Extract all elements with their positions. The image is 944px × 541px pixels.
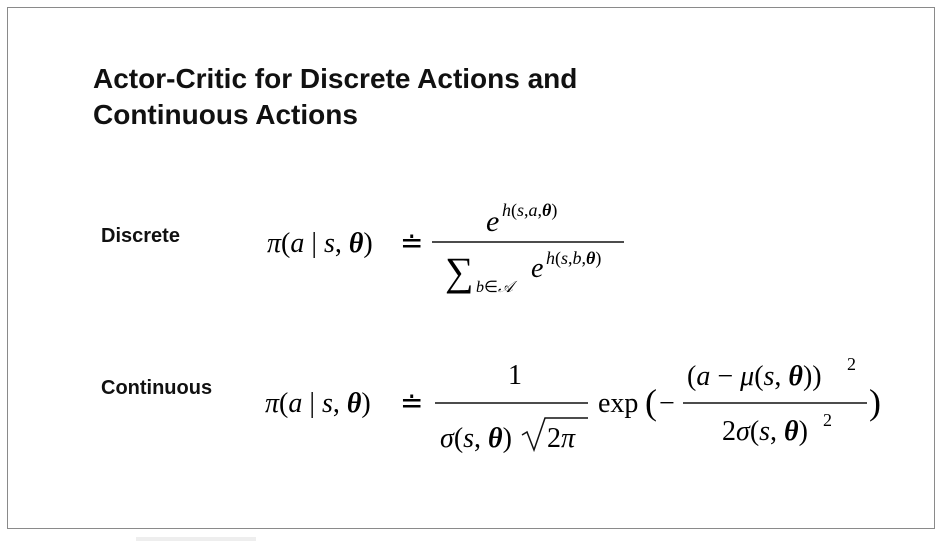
svg-text:2π: 2π: [547, 423, 576, 454]
continuous-denominator: [440, 418, 588, 454]
discrete-label: Discrete: [101, 225, 180, 247]
continuous-formula-lhs: [265, 388, 423, 419]
discrete-denominator: [445, 248, 601, 296]
exp-denominator: [722, 410, 832, 447]
discrete-numerator: [486, 200, 557, 238]
continuous-label: Continuous: [101, 377, 213, 399]
svg-text:π(a | s, θ): π(a | s, θ): [267, 228, 373, 259]
svg-text:σ(s, θ): σ(s, θ): [440, 423, 512, 454]
slide-title: [93, 61, 577, 133]
svg-text:h(s,b,θ): h(s,b,θ): [546, 248, 602, 268]
svg-text:exp: exp: [598, 388, 639, 419]
slide-title-line-1: Actor-Critic for Discrete Actions and: [93, 63, 578, 94]
continuous-numerator: 1: [508, 360, 522, 391]
continuous-policy-formula: [255, 350, 905, 470]
svg-text:e: e: [486, 205, 500, 238]
svg-text:≐: ≐: [400, 388, 424, 419]
svg-text:2: 2: [847, 354, 856, 374]
svg-text:b∈𝒜: b∈𝒜: [476, 279, 514, 296]
svg-text:h(s,a,θ): h(s,a,θ): [502, 200, 558, 220]
discrete-policy-formula: [250, 185, 630, 315]
bottom-tab: [136, 537, 256, 541]
exp-numerator: [687, 354, 856, 392]
svg-text:2: 2: [823, 410, 832, 430]
svg-text:2σ(s, θ): 2σ(s, θ): [722, 416, 808, 447]
svg-text:(a − μ(s, θ)): (a − μ(s, θ)): [687, 361, 822, 392]
svg-text:): ): [869, 382, 881, 422]
exponential-term: [598, 354, 881, 447]
svg-text:∑: ∑: [445, 249, 474, 294]
svg-text:(: (: [645, 382, 657, 422]
svg-text:≐: ≐: [400, 228, 424, 259]
discrete-formula-lhs: [267, 228, 423, 259]
svg-text:e: e: [531, 253, 544, 284]
svg-text:−: −: [659, 388, 675, 419]
slide-title-line-2: Continuous Actions: [93, 99, 358, 130]
svg-text:π(a | s, θ): π(a | s, θ): [265, 388, 371, 419]
